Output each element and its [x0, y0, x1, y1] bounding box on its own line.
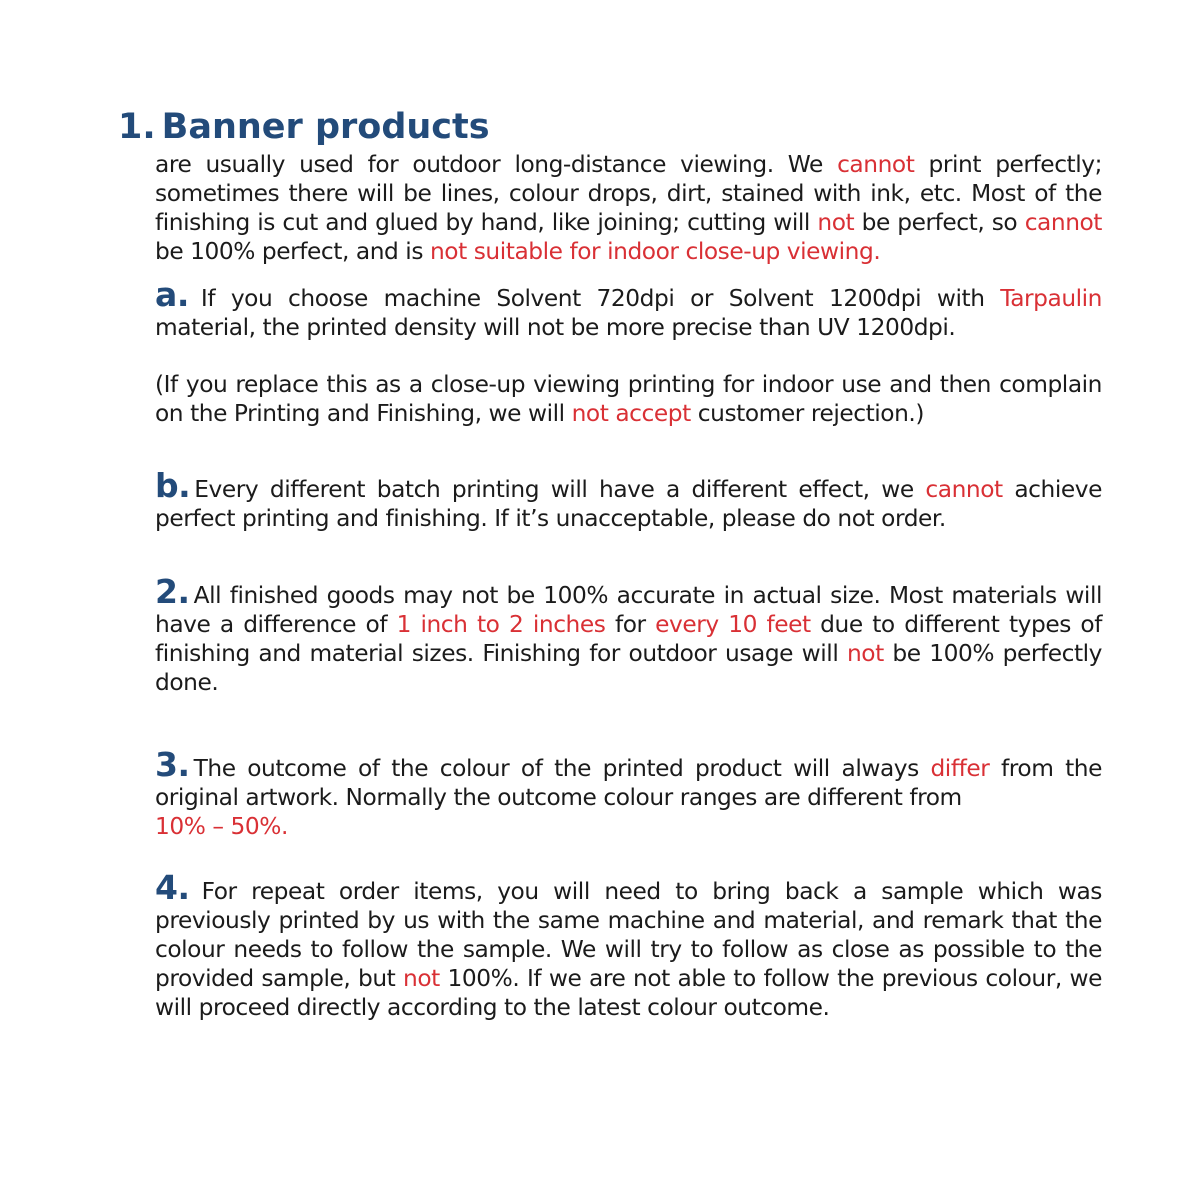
item-3-paragraph: [155, 745, 1102, 841]
section-number: 1.: [118, 107, 156, 147]
intro-text: are usually used for outdoor long-distance viewing. We: [155, 151, 838, 178]
item-2-text: be 100% perfectly done.: [155, 640, 1102, 696]
item-a-text: If you choose machine Solvent 720dpi or Solvent 1200dpi with: [200, 285, 1001, 312]
item-b-paragraph: [155, 466, 1102, 533]
item-a-emphasis: Tarpaulin: [1000, 285, 1102, 312]
item-4-text: For repeat order items, you will need to bring back a sample which was previously printed by us with the same machine and material, and remark that the colour needs to follow the sample. We will try to follow as close as possible to the provided sample, but: [155, 878, 1102, 992]
item-3-text: from the original artwork. Normally the outcome colour ranges are different from: [155, 755, 1102, 811]
intro-paragraph: [155, 150, 1102, 266]
item-4-text: 100%. If we are not able to follow the previous colour, we will proceed directly according to the latest colour outcome.: [155, 965, 1102, 1021]
item-4-paragraph: [155, 868, 1102, 1022]
item-a-note-text: (If you replace this as a close-up viewing printing for indoor use and then complain on the Printing and Finishing, we will: [155, 371, 1102, 427]
intro-emphasis: cannot: [1024, 209, 1102, 236]
item-4-marker: 4.: [155, 868, 190, 907]
item-b-text: achieve perfect printing and finishing. If it’s unacceptable, please do not order.: [155, 476, 1102, 532]
item-2-paragraph: [155, 572, 1102, 697]
item-a-note-paragraph: [155, 370, 1102, 428]
intro-emphasis: not: [817, 209, 855, 236]
item-2-text: for: [605, 611, 656, 638]
item-4-emphasis: not: [403, 965, 440, 992]
intro-emphasis: not suitable for indoor close-up viewing.: [429, 238, 881, 265]
item-3-emphasis: differ: [930, 755, 990, 782]
section-title: Banner products: [161, 107, 490, 147]
item-2-emphasis: every 10 feet: [655, 611, 811, 638]
item-3-text: The outcome of the colour of the printed product will always: [193, 755, 931, 782]
item-2-emphasis: not: [846, 640, 884, 667]
section-heading: [118, 104, 490, 150]
item-2-emphasis: 1 inch to 2 inches: [396, 611, 606, 638]
item-b-emphasis: cannot: [925, 476, 1003, 503]
intro-text: be 100% perfect, and is: [155, 238, 430, 265]
intro-text: be perfect, so: [854, 209, 1025, 236]
item-a-text: material, the printed density will not be more precise than UV 1200dpi.: [155, 314, 956, 341]
item-b-marker: b.: [155, 466, 191, 505]
item-a-note-emphasis: not accept: [571, 400, 691, 427]
item-b-text: Every different batch printing will have a different effect, we: [194, 476, 926, 503]
item-3-emphasis: 10% – 50%.: [155, 813, 288, 840]
item-a-paragraph: [155, 275, 1102, 342]
intro-text: print perfectly; sometimes there will be lines, colour drops, dirt, stained with ink, etc. Most of the finishing is cut and glued by hand, like joining; cutting will: [155, 151, 1102, 236]
item-3-marker: 3.: [155, 745, 190, 784]
intro-emphasis: cannot: [837, 151, 915, 178]
item-a-marker: a.: [155, 275, 189, 314]
item-2-marker: 2.: [155, 572, 190, 611]
item-a-note-text: customer rejection.): [690, 400, 925, 427]
item-2-text: due to different types of finishing and material sizes. Finishing for outdoor usage will: [155, 611, 1102, 667]
item-2-text: All finished goods may not be 100% accurate in actual size. Most materials will have a difference of: [155, 582, 1102, 638]
